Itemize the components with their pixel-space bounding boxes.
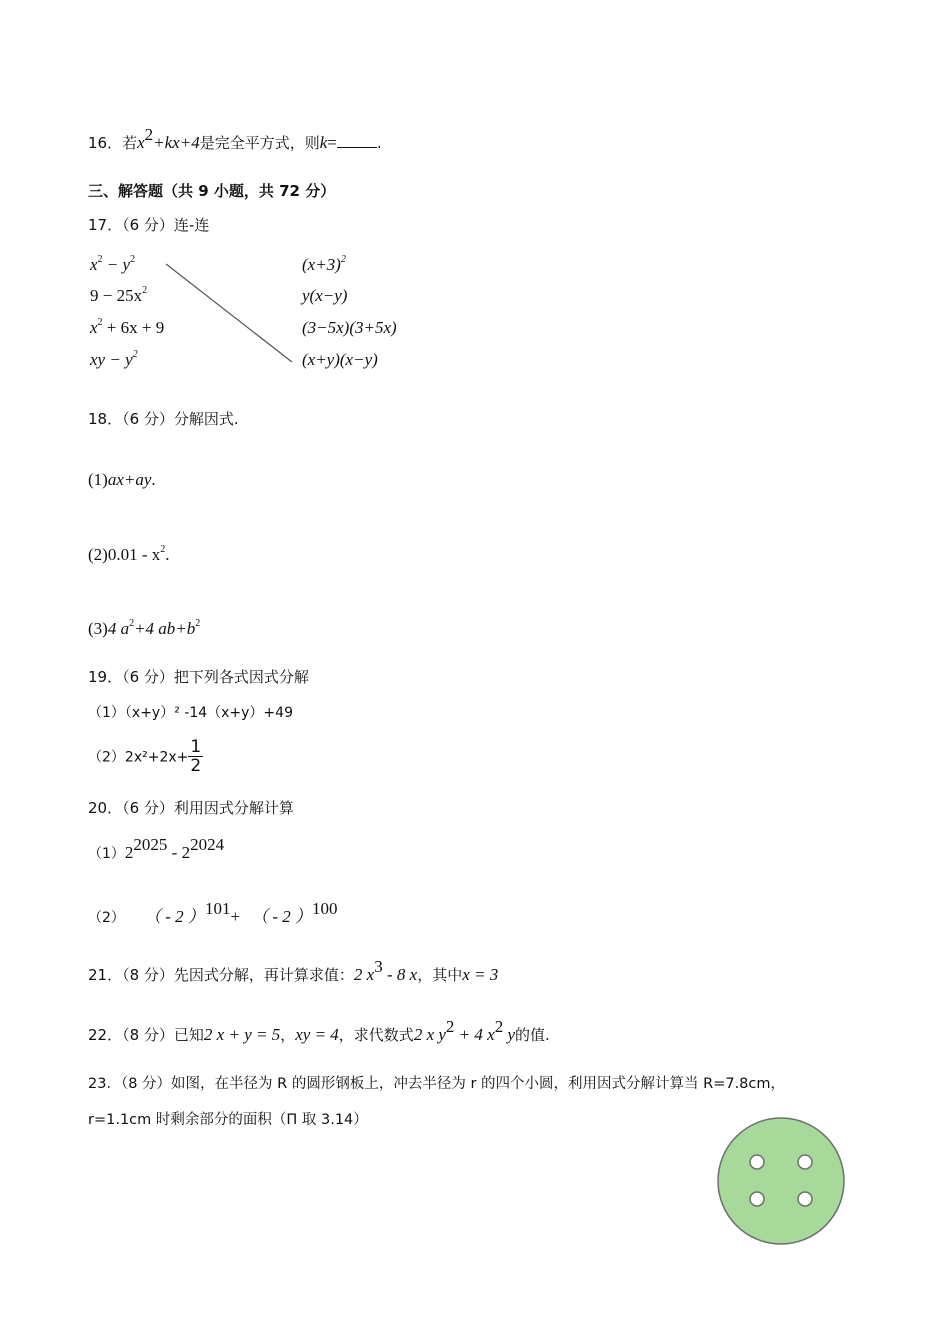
small-circle [798, 1155, 812, 1169]
large-circle [718, 1118, 844, 1244]
match-left-2: $9 - 25x^2$ [90, 285, 148, 305]
match-right-1: $(x+3)^2$ [302, 254, 346, 274]
section-title: 三、解答题（共 9 小题，共 72 分） [88, 182, 336, 200]
steel-plate-figure [712, 1114, 852, 1250]
question-18-part-2: $(2)0.01 - x^2$. [88, 544, 170, 564]
small-circle [750, 1155, 764, 1169]
question-16: 16．若$x^2+kx+4$是完全平方式，则k= . [88, 125, 382, 152]
question-20-part-2: （2） （ - 2 ）$^{101}$+ （ - 2 ）$^{100}$ [88, 899, 338, 926]
fraction-one-half: $\frac{1}{2}$ [190, 737, 202, 776]
match-right-2: y(x−y) [302, 286, 348, 305]
match-right-3: (3−5x)(3+5x) [302, 318, 397, 337]
question-23: 23．（8 分）如图，在半径为 R 的圆形钢板上，冲去半径为 r 的四个小圆，利用因式分解计算当 R=7.8cm， [88, 1076, 786, 1092]
match-left-1: $x^2 - y^2$ [90, 254, 136, 274]
small-circle [798, 1192, 812, 1206]
connector-line [166, 264, 292, 362]
question-20-part-1: $(1)2^{2025} - 2^{2024}$ [88, 835, 225, 862]
match-left-3: $x^2 + 6x + 9$ [90, 317, 165, 337]
question-19-part-1: （1）（x+y）² -14（x+y）+49 [88, 705, 293, 721]
question-21: 21．（8 分）先因式分解，再计算求值：2 $x^3 - 8$ x，其中x = 3 [88, 957, 499, 984]
question-19: 19．（6 分）把下列各式因式分解 [88, 668, 309, 686]
match-right-4: (x+y)(x−y) [302, 350, 378, 369]
question-18-part-3: (3)4 $a^2+4$ $ab+b^2$ [88, 618, 201, 638]
question-17: 17．（6 分）连-连 [88, 216, 210, 234]
question-18: 18．（6 分）分解因式. [88, 410, 239, 428]
match-connector-line [0, 0, 950, 400]
question-19-part-2: （2）2x²+2x+ $\frac{1}{2}$ [88, 737, 202, 776]
question-22: 22．（8 分）已知2 x + y = 5，xy = 4，求代数式2 x $y^2 + 4$ $x^2$ y的值. [88, 1017, 550, 1044]
question-20: 20．（6 分）利用因式分解计算 [88, 799, 294, 817]
small-circle [750, 1192, 764, 1206]
match-left-4: xy − $y^2$ [90, 349, 138, 369]
question-18-part-1: (1)ax+ay. [88, 470, 156, 489]
question-23-line-2: r=1.1cm 时剩余部分的面积（Π 取 3.14） [88, 1112, 368, 1128]
